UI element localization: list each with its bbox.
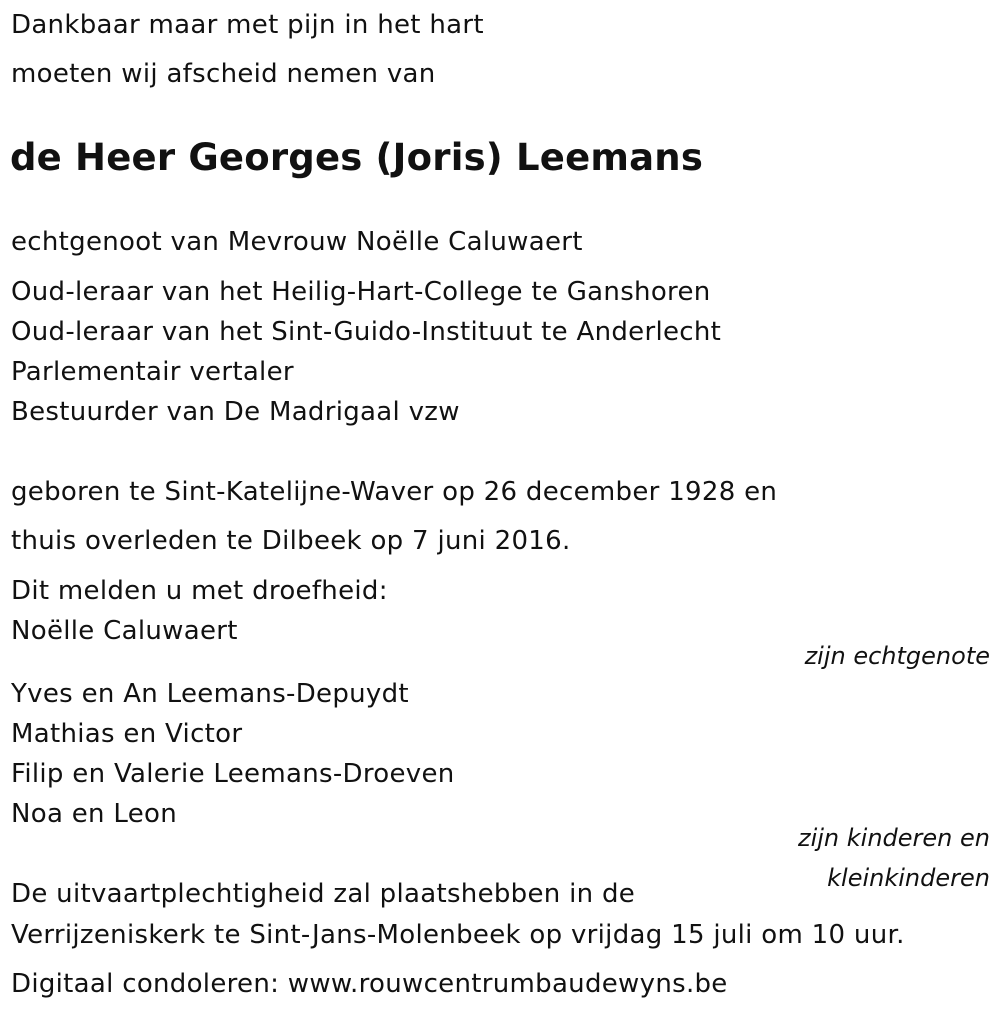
spouse-line: echtgenoot van Mevrouw Noëlle Caluwaert: [11, 227, 583, 257]
spouse-name: Noëlle Caluwaert: [11, 616, 238, 646]
birth-line: geboren te Sint-Katelijne-Waver op 26 december 1928 en: [11, 477, 778, 507]
intro-line-2: moeten wij afscheid nemen van: [11, 59, 436, 89]
role-item: Oud-leraar van het Sint-Guido-Instituut te Anderlecht: [11, 317, 722, 347]
family-member: Yves en An Leemans-Depuydt: [11, 679, 409, 709]
role-item: Oud-leraar van het Heilig-Hart-College te Ganshoren: [11, 277, 711, 307]
funeral-line-1: De uitvaartplechtigheid zal plaatshebben in de: [11, 879, 636, 909]
family-member: Filip en Valerie Leemans-Droeven: [11, 759, 455, 789]
role-item: Parlementair vertaler: [11, 357, 294, 387]
family-member: Mathias en Victor: [11, 719, 243, 749]
condolence-line: Digitaal condoleren: www.rouwcentrumbaudewyns.be: [11, 969, 728, 999]
role-item: Bestuurder van De Madrigaal vzw: [11, 397, 460, 427]
funeral-line-2: Verrijzeniskerk te Sint-Jans-Molenbeek op vrijdag 15 juli om 10 uur.: [11, 920, 905, 950]
spouse-relation: zijn echtgenote: [804, 642, 990, 670]
announcement-intro: Dit melden u met droefheid:: [11, 576, 388, 606]
family-member: Noa en Leon: [11, 799, 178, 829]
intro-line-1: Dankbaar maar met pijn in het hart: [11, 10, 484, 40]
family-relation-line-2: kleinkinderen: [827, 864, 990, 892]
death-line: thuis overleden te Dilbeek op 7 juni 2016.: [11, 526, 571, 556]
family-relation-line-1: zijn kinderen en: [798, 824, 990, 852]
deceased-name: de Heer Georges (Joris) Leemans: [10, 136, 704, 179]
